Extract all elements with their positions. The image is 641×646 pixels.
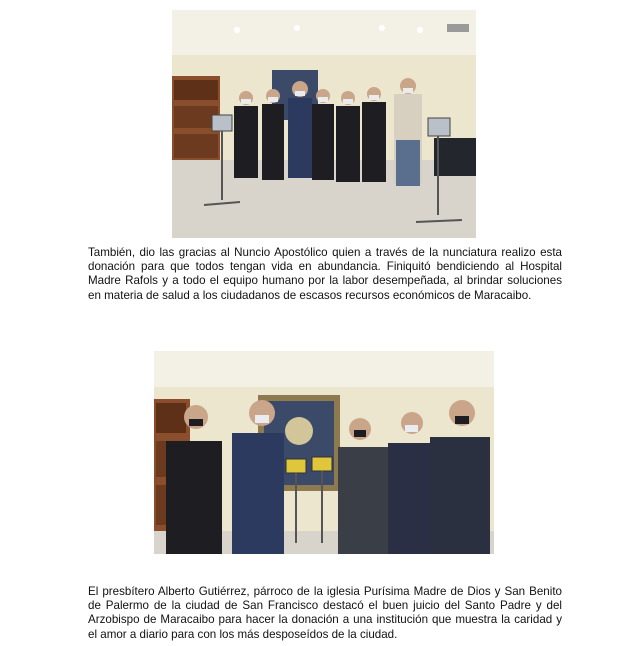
group-photo-icon <box>172 10 476 238</box>
group-photo-icon <box>154 351 494 554</box>
paragraph-presbyter-remarks: El presbítero Alberto Gutiérrez, párroco de la iglesia Purísima Madre de Dios y San Benito de Palermo de la ciudad de San Francisco destacó el buen juicio del Santo Padre y del Arzobispo de Maracaibo para hacer la donación a una institución que muestra la caridad y el amor a diario para con los más desposeídos de la ciudad. <box>88 585 562 641</box>
paragraph-thanks-nuncio: También, dio las gracias al Nuncio Apostólico quien a través de la nunciatura realizo esta donación para que todos tengan vida en abundancia. Finiquitó bendiciendo al Hospital Madre Rafols y a todo el equipo humano por la labor desempeñada, al brindar soluciones en materia de salud a los ciudadanos de escasos recursos económicos de Maracaibo. <box>88 246 562 302</box>
photo-group-donation-2 <box>154 351 494 554</box>
photo-group-donation-1 <box>172 10 476 238</box>
